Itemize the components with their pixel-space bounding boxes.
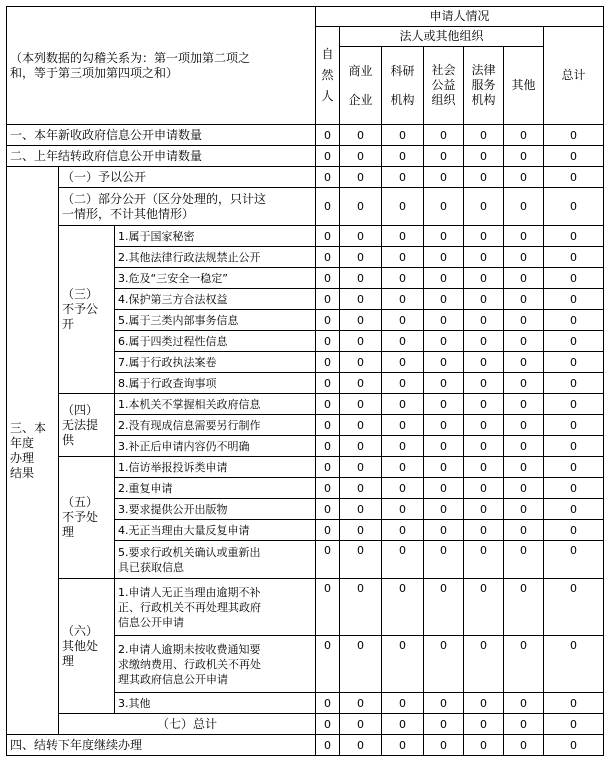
- header-line: 机构: [390, 92, 415, 107]
- value-cell: 0: [316, 457, 340, 478]
- value-cell: 0: [544, 373, 604, 394]
- value-cell: 0: [424, 714, 464, 735]
- cell-line: （五）: [62, 495, 99, 509]
- value-cell: 0: [504, 373, 544, 394]
- value-cell: 0: [424, 499, 464, 520]
- value-cell: 0: [504, 268, 544, 289]
- value-cell: 0: [504, 188, 544, 226]
- header-line: 人: [321, 89, 334, 103]
- value-cell: 0: [340, 125, 382, 146]
- value-cell: 0: [464, 373, 504, 394]
- value-cell: 0: [424, 636, 464, 693]
- value-cell: 0: [340, 394, 382, 415]
- value-cell: 0: [382, 394, 424, 415]
- value-cell: 0: [504, 226, 544, 247]
- value-cell: 0: [340, 226, 382, 247]
- value-cell: 0: [340, 478, 382, 499]
- value-cell: 0: [464, 636, 504, 693]
- value-cell: 0: [382, 457, 424, 478]
- value-cell: 0: [464, 714, 504, 735]
- value-cell: 0: [316, 188, 340, 226]
- header-line: 机构: [471, 93, 496, 107]
- value-cell: 0: [424, 310, 464, 331]
- group-label-otherproc: [59, 579, 115, 714]
- table-row: [7, 125, 604, 146]
- value-cell: 0: [382, 541, 424, 579]
- row-label: 2.其他法律行政法规禁止公开: [115, 247, 316, 268]
- value-cell: 0: [340, 714, 382, 735]
- value-cell: 0: [340, 579, 382, 636]
- value-cell: 0: [504, 415, 544, 436]
- value-cell: 0: [464, 541, 504, 579]
- value-cell: 0: [316, 310, 340, 331]
- value-cell: 0: [544, 167, 604, 188]
- value-cell: 0: [544, 478, 604, 499]
- value-cell: 0: [382, 499, 424, 520]
- value-cell: 0: [544, 331, 604, 352]
- row-label: 1.本机关不掌握相关政府信息: [115, 394, 316, 415]
- value-cell: 0: [316, 520, 340, 541]
- value-cell: 0: [544, 520, 604, 541]
- value-cell: 0: [464, 520, 504, 541]
- value-cell: 0: [316, 693, 340, 714]
- value-cell: 0: [382, 579, 424, 636]
- value-cell: 0: [424, 247, 464, 268]
- value-cell: 0: [316, 499, 340, 520]
- value-cell: 0: [464, 693, 504, 714]
- value-cell: 0: [316, 541, 340, 579]
- row-label: 四、结转下年度继续办理: [7, 735, 316, 756]
- header-note: [7, 7, 316, 125]
- value-cell: 0: [424, 579, 464, 636]
- value-cell: 0: [504, 331, 544, 352]
- value-cell: 0: [340, 520, 382, 541]
- value-cell: 0: [504, 520, 544, 541]
- row-label: （七）总计: [59, 714, 316, 735]
- value-cell: 0: [340, 331, 382, 352]
- value-cell: 0: [424, 188, 464, 226]
- value-cell: 0: [464, 268, 504, 289]
- value-cell: 0: [424, 478, 464, 499]
- value-cell: 0: [464, 331, 504, 352]
- header-line: 社会: [431, 63, 456, 77]
- value-cell: 0: [504, 289, 544, 310]
- value-cell: 0: [424, 125, 464, 146]
- value-cell: 0: [382, 167, 424, 188]
- value-cell: 0: [504, 478, 544, 499]
- value-cell: 0: [424, 226, 464, 247]
- group-label-noproc: [59, 457, 115, 579]
- value-cell: 0: [544, 146, 604, 167]
- row-label: [115, 579, 316, 636]
- value-cell: 0: [316, 415, 340, 436]
- row-label: 4.保护第三方合法权益: [115, 289, 316, 310]
- row-label: 2.没有现成信息需要另行制作: [115, 415, 316, 436]
- header-line: 服务: [471, 78, 496, 92]
- value-cell: 0: [504, 247, 544, 268]
- row-label: （一）予以公开: [59, 167, 316, 188]
- value-cell: 0: [504, 714, 544, 735]
- value-cell: 0: [504, 499, 544, 520]
- value-cell: 0: [424, 373, 464, 394]
- value-cell: 0: [544, 693, 604, 714]
- value-cell: 0: [464, 310, 504, 331]
- value-cell: 0: [424, 352, 464, 373]
- applicant-situation-header: 申请人情况: [316, 7, 604, 27]
- cell-line: 5.要求行政机关确认或重新出: [118, 545, 261, 559]
- row-label: 6.属于四类过程性信息: [115, 331, 316, 352]
- value-cell: 0: [316, 352, 340, 373]
- value-cell: 0: [316, 714, 340, 735]
- row-label: [59, 188, 316, 226]
- value-cell: 0: [316, 735, 340, 756]
- value-cell: 0: [340, 541, 382, 579]
- value-cell: 0: [504, 457, 544, 478]
- value-cell: 0: [340, 146, 382, 167]
- value-cell: 0: [340, 373, 382, 394]
- row-label: 7.属于行政执法案卷: [115, 352, 316, 373]
- value-cell: 0: [382, 436, 424, 457]
- cell-line: 理: [62, 525, 75, 539]
- row-label: [115, 636, 316, 693]
- value-cell: 0: [382, 693, 424, 714]
- table-row: [7, 735, 604, 756]
- value-cell: 0: [464, 478, 504, 499]
- cell-line: 其他处: [62, 638, 99, 653]
- value-cell: 0: [424, 520, 464, 541]
- value-cell: 0: [504, 352, 544, 373]
- value-cell: 0: [316, 167, 340, 188]
- value-cell: 0: [382, 247, 424, 268]
- value-cell: 0: [340, 188, 382, 226]
- value-cell: 0: [316, 331, 340, 352]
- research-header: [382, 47, 424, 125]
- header-line: 自: [321, 47, 334, 61]
- row-label: 3.要求提供公开出版物: [115, 499, 316, 520]
- cell-line: 1.申请人无正当理由逾期不补: [118, 585, 261, 599]
- value-cell: 0: [424, 735, 464, 756]
- cell-line: 理其政府信息公开申请: [118, 672, 228, 686]
- value-cell: 0: [382, 146, 424, 167]
- value-cell: 0: [424, 331, 464, 352]
- value-cell: 0: [504, 579, 544, 636]
- header-line: 法律: [471, 63, 496, 77]
- value-cell: 0: [316, 226, 340, 247]
- cell-line: 无法提: [62, 417, 99, 432]
- natural-person-header: [316, 27, 340, 125]
- row-label: 1.属于国家秘密: [115, 226, 316, 247]
- table-row: [7, 146, 604, 167]
- value-cell: 0: [464, 167, 504, 188]
- value-cell: 0: [316, 478, 340, 499]
- value-cell: 0: [464, 415, 504, 436]
- row-label: 1.信访举报投诉类申请: [115, 457, 316, 478]
- header-line: 然: [321, 68, 334, 82]
- value-cell: 0: [544, 268, 604, 289]
- value-cell: 0: [424, 146, 464, 167]
- value-cell: 0: [504, 436, 544, 457]
- value-cell: 0: [544, 394, 604, 415]
- cell-line: 一情形，不计其他情形）: [62, 206, 195, 221]
- value-cell: 0: [464, 125, 504, 146]
- value-cell: 0: [340, 289, 382, 310]
- value-cell: 0: [316, 268, 340, 289]
- value-cell: 0: [316, 394, 340, 415]
- value-cell: 0: [504, 636, 544, 693]
- row-label: 3.其他: [115, 693, 316, 714]
- value-cell: 0: [464, 146, 504, 167]
- cell-line: （六）: [62, 623, 99, 638]
- value-cell: 0: [544, 415, 604, 436]
- cell-line: 办理: [10, 450, 35, 465]
- cell-line: 求缴纳费用、行政机关不再处: [118, 657, 261, 671]
- value-cell: 0: [340, 310, 382, 331]
- value-cell: 0: [464, 289, 504, 310]
- row-label: 8.属于行政查询事项: [115, 373, 316, 394]
- value-cell: 0: [382, 125, 424, 146]
- value-cell: 0: [464, 394, 504, 415]
- value-cell: 0: [544, 352, 604, 373]
- row-label: 3.补正后申请内容仍不明确: [115, 436, 316, 457]
- value-cell: 0: [504, 735, 544, 756]
- section-three-label: [7, 167, 59, 735]
- value-cell: 0: [316, 289, 340, 310]
- value-cell: 0: [340, 268, 382, 289]
- group-label-unable: [59, 394, 115, 457]
- value-cell: 0: [316, 146, 340, 167]
- row-label: 5.属于三类内部事务信息: [115, 310, 316, 331]
- value-cell: 0: [424, 693, 464, 714]
- value-cell: 0: [544, 289, 604, 310]
- value-cell: 0: [544, 735, 604, 756]
- total-header: 总计: [544, 27, 604, 125]
- group-label-deny: [59, 226, 115, 394]
- value-cell: 0: [340, 735, 382, 756]
- business-header: [340, 47, 382, 125]
- value-cell: 0: [424, 457, 464, 478]
- cell-line: 具已获取信息: [118, 560, 184, 574]
- value-cell: 0: [382, 188, 424, 226]
- row-label: 一、本年新收政府信息公开申请数量: [7, 125, 316, 146]
- value-cell: 0: [382, 352, 424, 373]
- value-cell: 0: [544, 226, 604, 247]
- value-cell: 0: [424, 394, 464, 415]
- value-cell: 0: [382, 289, 424, 310]
- cell-line: 2.申请人逾期未按收费通知要: [118, 642, 261, 656]
- value-cell: 0: [464, 226, 504, 247]
- value-cell: 0: [464, 579, 504, 636]
- value-cell: 0: [504, 310, 544, 331]
- table-row: [7, 167, 604, 188]
- value-cell: 0: [544, 579, 604, 636]
- header-note-line: 和，等于第三项加第四项之和）: [10, 65, 179, 80]
- row-label: [115, 541, 316, 579]
- header-line: 企业: [348, 92, 373, 107]
- table-row: [7, 394, 604, 415]
- value-cell: 0: [316, 125, 340, 146]
- row-label: 3.危及“三安全一稳定”: [115, 268, 316, 289]
- value-cell: 0: [544, 714, 604, 735]
- row-label: 2.重复申请: [115, 478, 316, 499]
- value-cell: 0: [544, 125, 604, 146]
- value-cell: 0: [424, 167, 464, 188]
- row-label: 4.无正当理由大量反复申请: [115, 520, 316, 541]
- social-header: [424, 47, 464, 125]
- cell-line: 开: [62, 317, 75, 331]
- cell-line: （二）部分公开（区分处理的，只计这: [62, 191, 267, 206]
- value-cell: 0: [504, 146, 544, 167]
- value-cell: 0: [316, 373, 340, 394]
- value-cell: 0: [316, 436, 340, 457]
- value-cell: 0: [424, 436, 464, 457]
- value-cell: 0: [544, 457, 604, 478]
- value-cell: 0: [464, 436, 504, 457]
- info-disclosure-table: [6, 6, 604, 756]
- value-cell: 0: [464, 188, 504, 226]
- value-cell: 0: [424, 415, 464, 436]
- legal-service-header: [464, 47, 504, 125]
- value-cell: 0: [464, 457, 504, 478]
- value-cell: 0: [464, 735, 504, 756]
- value-cell: 0: [382, 331, 424, 352]
- value-cell: 0: [382, 415, 424, 436]
- value-cell: 0: [340, 167, 382, 188]
- cell-line: 三、本: [10, 420, 47, 435]
- value-cell: 0: [382, 226, 424, 247]
- value-cell: 0: [424, 268, 464, 289]
- value-cell: 0: [340, 499, 382, 520]
- value-cell: 0: [544, 310, 604, 331]
- cell-line: 不予处: [62, 510, 99, 524]
- value-cell: 0: [340, 247, 382, 268]
- value-cell: 0: [382, 714, 424, 735]
- cell-line: 正、行政机关不再处理其政府: [118, 600, 261, 614]
- value-cell: 0: [464, 352, 504, 373]
- value-cell: 0: [382, 268, 424, 289]
- table-row: [7, 714, 604, 735]
- value-cell: 0: [544, 636, 604, 693]
- row-label: 二、上年结转政府信息公开申请数量: [7, 146, 316, 167]
- value-cell: 0: [424, 541, 464, 579]
- value-cell: 0: [424, 289, 464, 310]
- value-cell: 0: [316, 247, 340, 268]
- value-cell: 0: [544, 436, 604, 457]
- value-cell: 0: [316, 636, 340, 693]
- value-cell: 0: [382, 520, 424, 541]
- value-cell: 0: [382, 478, 424, 499]
- value-cell: 0: [382, 310, 424, 331]
- cell-line: 不予公: [62, 302, 99, 316]
- header-line: 组织: [431, 93, 456, 107]
- header-line: 商业: [348, 63, 373, 78]
- table-row: [7, 579, 604, 636]
- value-cell: 0: [544, 541, 604, 579]
- value-cell: 0: [340, 457, 382, 478]
- value-cell: 0: [504, 167, 544, 188]
- value-cell: 0: [504, 693, 544, 714]
- value-cell: 0: [382, 636, 424, 693]
- value-cell: 0: [504, 541, 544, 579]
- table-row: [7, 188, 604, 226]
- header-note-line: （本列数据的勾稽关系为：第一项加第二项之: [10, 50, 251, 65]
- cell-line: 信息公开申请: [118, 615, 184, 629]
- value-cell: 0: [340, 436, 382, 457]
- cell-line: 理: [62, 653, 75, 668]
- value-cell: 0: [504, 394, 544, 415]
- header-line: 科研: [390, 63, 415, 78]
- cell-line: （三）: [62, 287, 99, 301]
- value-cell: 0: [340, 415, 382, 436]
- header-line: 公益: [431, 78, 456, 92]
- table-row: [7, 457, 604, 478]
- value-cell: 0: [340, 636, 382, 693]
- value-cell: 0: [464, 499, 504, 520]
- value-cell: 0: [544, 499, 604, 520]
- value-cell: 0: [340, 693, 382, 714]
- cell-line: （四）: [62, 402, 99, 417]
- value-cell: 0: [382, 735, 424, 756]
- value-cell: 0: [544, 247, 604, 268]
- cell-line: 结果: [10, 465, 35, 480]
- table-row: [7, 226, 604, 247]
- value-cell: 0: [316, 579, 340, 636]
- cell-line: 年度: [10, 435, 35, 450]
- value-cell: 0: [464, 247, 504, 268]
- value-cell: 0: [382, 373, 424, 394]
- other-header: 其他: [504, 47, 544, 125]
- value-cell: 0: [340, 352, 382, 373]
- value-cell: 0: [544, 188, 604, 226]
- cell-line: 供: [62, 432, 75, 447]
- value-cell: 0: [504, 125, 544, 146]
- legal-group-header: 法人或其他组织: [340, 27, 544, 47]
